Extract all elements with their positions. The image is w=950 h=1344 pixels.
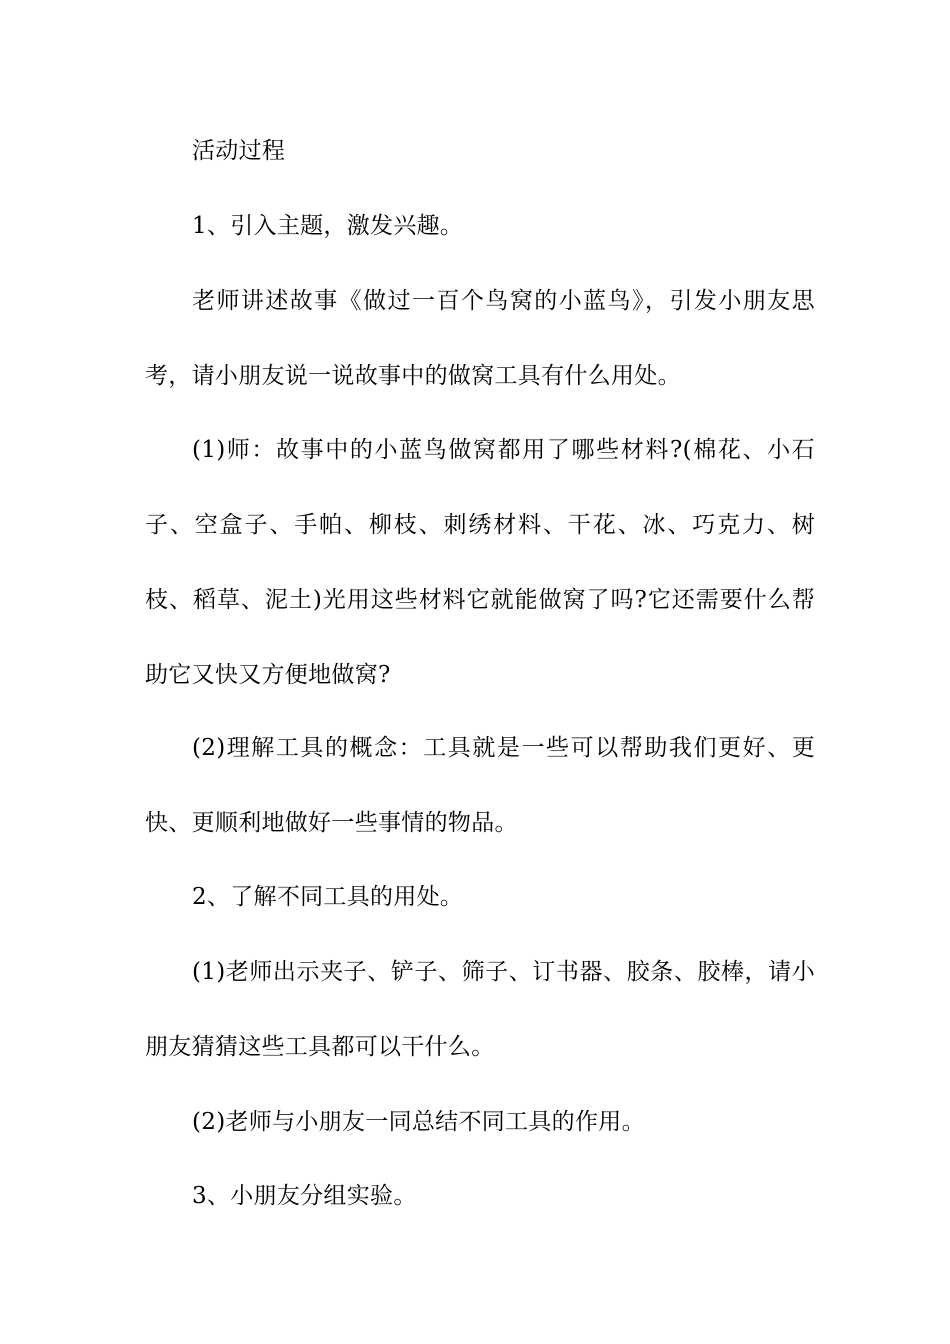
step-1-heading: 1、引入主题，激发兴趣。 [192,213,464,239]
paragraph-summary: (2)老师与小朋友一同总结不同工具的作用。 [192,1109,645,1135]
step-3-heading: 3、小朋友分组实验。 [192,1183,417,1209]
paragraph-materials: (1)师：故事中的小蓝鸟做窝都用了哪些材料?(棉花、小石子、空盒子、手帕、柳枝、刺绣材料、干花、冰、巧克力、树枝、稻草、泥土)光用这些材料它就能做窝了吗?它还需要什么帮助它又快又方便地做窝? [145,437,815,688]
section-heading: 活动过程 [192,138,286,164]
paragraph-story: 老师讲述故事《做过一百个鸟窝的小蓝鸟》，引发小朋友思考，请小朋友说一说故事中的做窝工具有什么用处。 [145,288,815,389]
paragraph-show-tools: (1)老师出示夹子、铲子、筛子、订书器、胶条、胶棒，请小朋友猜猜这些工具都可以干什么。 [145,959,815,1060]
paragraph-tool-concept: (2)理解工具的概念：工具就是一些可以帮助我们更好、更快、更顺利地做好一些事情的物品。 [145,735,815,836]
step-2-heading: 2、了解不同工具的用处。 [192,884,464,910]
